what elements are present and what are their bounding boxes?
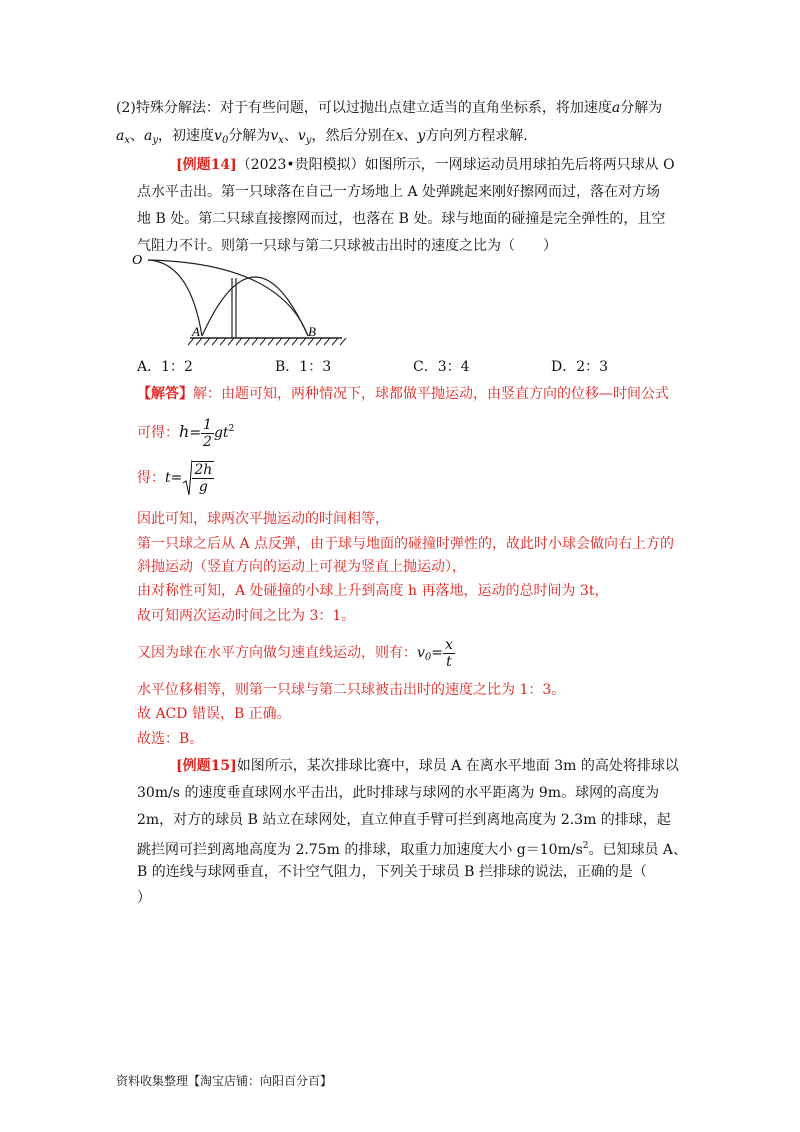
sup-2: 2 [582, 841, 589, 851]
ex15-line-2: 30m/s 的速度垂直球网水平击出，此时排球与球网的水平距离为 9m。球网的高度为 [137, 785, 660, 801]
sub-0: 0 [424, 652, 432, 663]
frac-num: 1 [203, 416, 212, 433]
answer-line-7: 由对称性可知，A 处碰撞的小球上升到高度 h 再落地，运动的总时间为 3t， [137, 583, 609, 599]
answer-line-8: 故可知两次运动时间之比为 3：1。 [137, 608, 356, 624]
ax-symbol: a [116, 128, 125, 144]
intro-line-2 [116, 126, 528, 151]
answer-formula-2 [137, 458, 214, 498]
ex15-line-1 [176, 756, 679, 776]
fraction-half [201, 417, 214, 450]
footer-source: 资料收集整理【淘宝店铺：向阳百分百】 [116, 1074, 333, 1088]
ex15-tag: [例题15] [176, 758, 237, 774]
intro-text: 分解为 [228, 128, 271, 144]
intro-text: ，然后分别在 [311, 128, 396, 144]
accel-symbol: a [611, 100, 621, 116]
equals: = [431, 645, 444, 661]
ex15-line-5: B 的连线与球网垂直，不计空气阻力，下列关于球员 B 拦排球的说法，正确的是（ [137, 864, 647, 880]
ex15-text: 如图所示，某次排球比赛中，球员 A 在离水平地面 3m 的高处将排球以 [236, 758, 679, 774]
radical-sign [182, 459, 192, 497]
fraction-2h-g [192, 461, 214, 495]
fraction-x-t [443, 637, 455, 670]
sep: 、 [130, 128, 144, 144]
ex14-tag: [例题14] [176, 157, 237, 173]
ex14-line-3: 地 B 处。第二只球直接擦网而过，也落在 B 处。球与地面的碰撞是完全弹性的，且空 [137, 211, 666, 227]
trajectory-bounce-a-to-b [202, 277, 308, 336]
frac-num: x [445, 636, 453, 653]
v0-sub: 0 [221, 135, 229, 146]
ground-hatching [188, 338, 346, 345]
answer-tag: 【解答】 [137, 386, 193, 402]
answer-formula-1 [137, 412, 235, 450]
ex15-text: 跳拦网可拦到离地高度为 2.75m 的排球，取重力加速度大小 g＝10m/s [137, 842, 583, 858]
v0-symbol: v [214, 128, 222, 144]
answer-text: 可得： [137, 425, 179, 441]
intro-text: 方向列方程求解. [425, 128, 528, 144]
formula-v0-eq [417, 636, 455, 670]
symbol-gt: gt [213, 425, 229, 441]
vy-symbol: v [297, 128, 306, 144]
answer-formula-3 [137, 636, 455, 670]
answer-line-10: 水平位移相等，则第一只球与第二只球被击出时的速度之比为 1：3。 [137, 682, 566, 698]
frac-den: 2 [203, 433, 212, 450]
option-b: B．1：3 [275, 359, 332, 375]
answer-text: 解：由题可知，两种情况下，球都做平抛运动，由竖直方向的位移—时间公式 [193, 386, 669, 402]
symbol-v: v [417, 645, 425, 661]
label-a: A [192, 324, 200, 339]
ex15-line-6: ） [137, 890, 151, 906]
ay-symbol: a [144, 128, 153, 144]
answer-text: 又因为球在水平方向做匀速直线运动，则有： [137, 645, 417, 661]
ex14-line-2: 点水平击出。第一只球落在自己一方场地上 A 处弹跳起来刚好擦网而过，落在对方场 [137, 184, 661, 200]
equals: = [170, 470, 183, 486]
answer-line-5: 第一只球之后从 A 点反弹，由于球与地面的碰撞时弹性的，故此时小球会做向右上方的 [137, 536, 675, 552]
formula-h-eq [179, 416, 235, 450]
tennis-trajectory-figure [130, 248, 360, 354]
formula-t-eq [165, 462, 214, 495]
frac-den: g [198, 479, 208, 495]
option-c: C．3：4 [413, 359, 470, 375]
answer-line-4: 因此可知，球两次平抛运动的时间相等， [137, 511, 389, 527]
answer-line-1 [137, 384, 669, 404]
answer-line-6: 斜抛运动（竖直方向的运动上可视为竖直上抛运动）， [137, 559, 466, 575]
vy-sub: y [305, 135, 312, 146]
label-b: B [308, 324, 316, 339]
frac-num: 2h [194, 462, 213, 478]
frac-den: t [446, 653, 452, 670]
intro-text: 分解为 [620, 100, 663, 116]
ex14-text: （2023•贵阳模拟）如图所示，一网球运动员用球拍先后将两只球从 O [236, 157, 675, 173]
ay-sub: y [152, 135, 159, 146]
intro-text: ，初速度 [158, 128, 215, 144]
label-o: O [132, 253, 143, 268]
ax-sub: x [124, 135, 130, 146]
ex15-text: 。已知球员 A、 [588, 842, 688, 858]
trajectory-second-to-b [148, 260, 308, 336]
vx-sub: x [278, 135, 284, 146]
sep: 、 [403, 128, 418, 144]
option-d: D．2：3 [551, 359, 609, 375]
sup-2: 2 [228, 424, 235, 434]
ex15-line-4 [137, 836, 687, 860]
option-a: A．1：2 [137, 359, 193, 375]
equals: = [189, 425, 202, 441]
intro-line-1 [116, 98, 662, 118]
sep: 、 [283, 128, 298, 144]
answer-line-12: 故选：B。 [137, 731, 204, 747]
sqrt-expression [182, 458, 214, 498]
x-symbol: x [395, 128, 404, 144]
answer-text: 得： [137, 470, 165, 486]
y-symbol: y [417, 128, 426, 144]
ex14-line-4: 气阻力不计。则第一只球与第二只球被击出时的速度之比为（ ） [137, 238, 557, 254]
symbol-t: t [165, 470, 171, 486]
answer-line-11: 故 ACD 错误，B 正确。 [137, 706, 291, 722]
symbol-h: h [179, 422, 190, 441]
intro-text: (2)特殊分解法：对于有些问题，可以过抛出点建立适当的直角坐标系，将加速度 [116, 100, 612, 116]
ex14-line-1 [176, 155, 675, 175]
vx-symbol: v [270, 128, 279, 144]
ex15-line-3: 2m，对方的球员 B 站立在球网处，直立伸直手臂可拦到离地高度为 2.3m 的排球，起 [137, 812, 671, 828]
